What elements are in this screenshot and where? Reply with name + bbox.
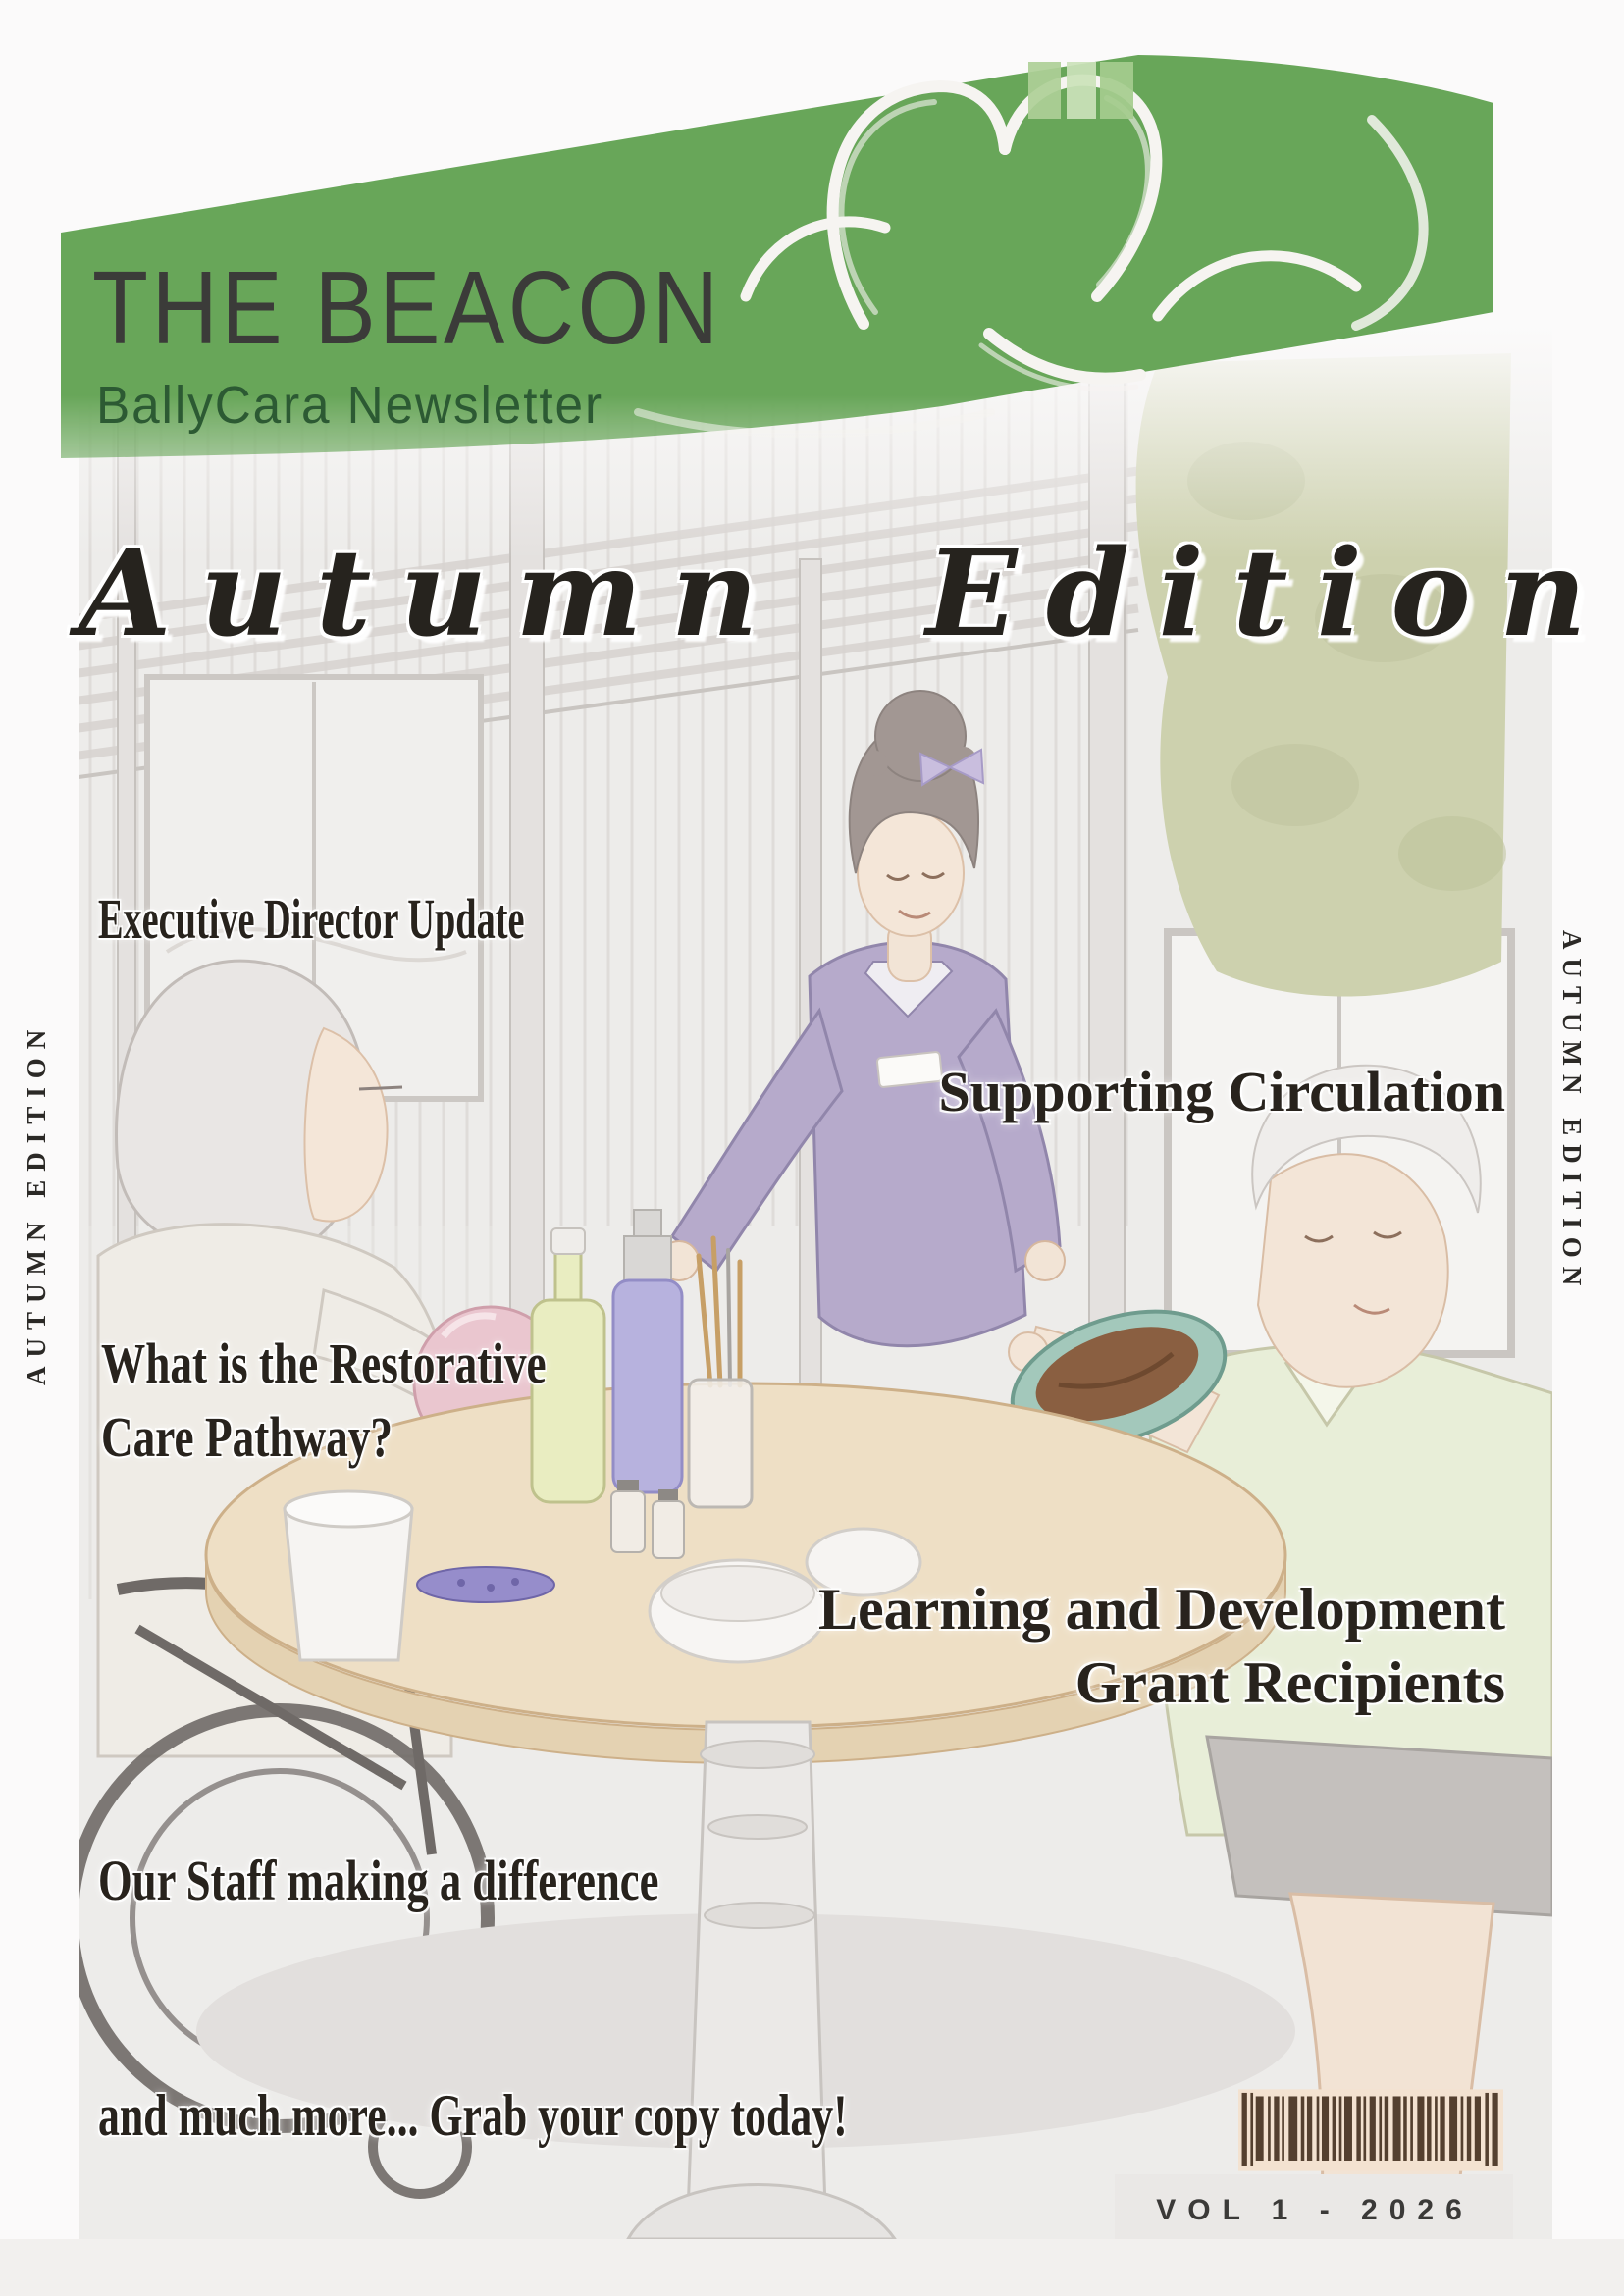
headline-staff-difference: Our Staff making a difference bbox=[98, 1849, 659, 1912]
headline-learning-development-grants: Learning and Development Grant Recipients bbox=[817, 1577, 1505, 1715]
barcode-icon bbox=[1238, 2084, 1503, 2176]
edition-title: Autumn Edition bbox=[79, 522, 1616, 663]
side-label-left: AUTUMN EDITION bbox=[22, 1020, 51, 1385]
newsletter-subtitle: BallyCara Newsletter bbox=[96, 376, 603, 435]
brush-jar bbox=[689, 1380, 752, 1507]
newsletter-title: THE BEACON bbox=[92, 250, 722, 366]
bottom-margin bbox=[0, 2239, 1624, 2296]
side-label-right: AUTUMN EDITION bbox=[1557, 930, 1587, 1295]
headline-supporting-circulation: Supporting Circulation bbox=[938, 1060, 1505, 1123]
corner-squares-icon bbox=[1028, 62, 1133, 119]
purple-plate bbox=[417, 1567, 554, 1602]
purple-bottle bbox=[613, 1280, 682, 1492]
name-badge bbox=[877, 1052, 943, 1088]
volume-label: VOL 1 - 2026 bbox=[1156, 2194, 1474, 2226]
headline-restorative-care-pathway: What is the Restorative Care Pathway? bbox=[101, 1331, 547, 1470]
tagline: and much more... Grab your copy today! bbox=[98, 2083, 848, 2148]
headline-executive-director-update: Executive Director Update bbox=[98, 887, 525, 951]
